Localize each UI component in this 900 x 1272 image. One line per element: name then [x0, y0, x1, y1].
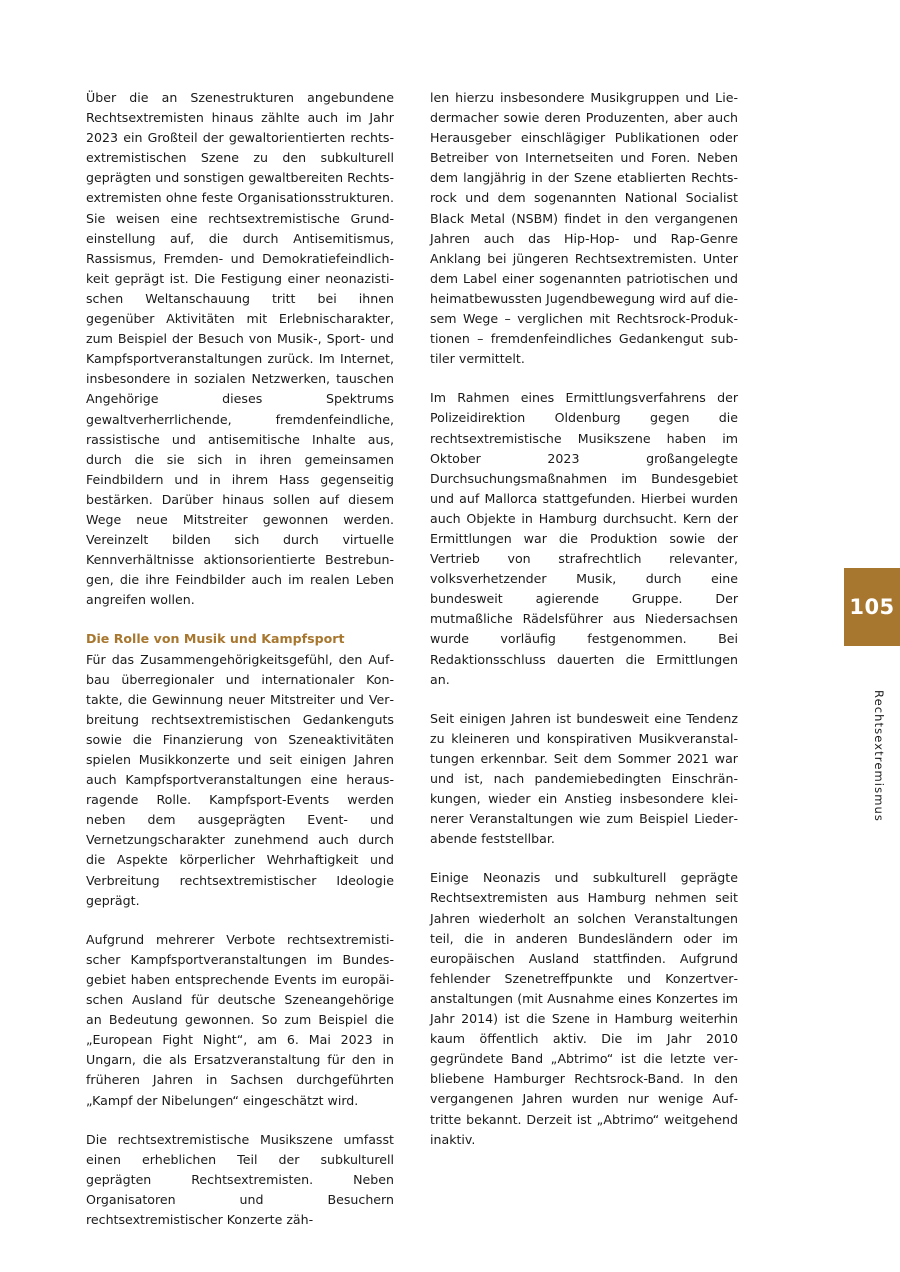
paragraph: Einige Neonazis und subkulturell geprägte Rechtsextremisten aus Hamburg nehmen seit Jahren wiederholt an solchen Veranstaltungen teil, die in anderen Bundesländern oder im europäischen Ausland stattfinden. Aufgrund fehlender Szenetreffpunkte und Konzertveranstaltungen (mit Ausnahme eines Konzertes im Jahr 2014) ist die Szene in Hamburg weiterhin kaum öffentlich aktiv. Die im Jahr 2010 gegründete Band „Abtrimo“ ist die letzte verbliebene Hamburger Rechtsrock-Band. In den vergangenen Jahren wurden nur wenige Auftritte bekannt. Derzeit ist „Abtrimo“ weitgehend inaktiv. — [430, 870, 738, 1147]
text-body — [86, 88, 738, 1230]
paragraph: len hierzu insbesondere Musikgruppen und Liedermacher sowie deren Produzenten, aber auch Herausgeber einschlägiger Publikationen oder Betreiber von Internetseiten und Foren. Neben dem langjährig in der Szene etablierten Rechtsrock und dem sogenannten National Socialist Black Metal (NSBM) findet in den vergangenen Jahren auch das Hip-Hop- und Rap-Genre Anklang bei jüngeren Rechtsextremisten. Unter dem Label einer sogenannten patriotischen und heimatbewussten Jugendbewegung wird auf diesem Wege – verglichen mit Rechtsrock-Produktionen – fremdenfeindliches Gedankengut subtiler vermittelt. — [430, 90, 738, 367]
paragraph: Im Rahmen eines Ermittlungsverfahrens der Polizeidirektion Oldenburg gegen die rechtsextremistische Musikszene haben im Oktober 2023 großangelegte Durchsuchungsmaßnahmen im Bundesgebiet und auf Mallorca stattgefunden. Hierbei wurden auch Objekte in Hamburg durchsucht. Kern der Ermittlungen war die Produktion sowie der Vertrieb von strafrechtlich relevanter, volksverhetzender Musik, durch eine bundesweit agierende Gruppe. Der mutmaßliche Rädelsführer aus Niedersachsen wurde vorläufig festgenommen. Bei Redaktionsschluss dauerten die Ermittlungen an. — [430, 390, 738, 687]
paragraph: Aufgrund mehrerer Verbote rechtsextremistischer Kampfsportveranstaltungen im Bundesgebiet haben entsprechende Events im europäischen Ausland für deutsche Szeneangehörige an Bedeutung gewonnen. So zum Beispiel die „European Fight Night“, am 6. Mai 2023 in Ungarn, die als Ersatzveranstaltung für den in früheren Jahren in Sachsen durchgeführten „Kampf der Nibelungen“ eingeschätzt wird. — [86, 931, 394, 1108]
section-subheading: Die Rolle von Musik und Kampfsport — [86, 631, 345, 647]
paragraph: Die rechtsextremistische Musikszene umfasst einen erheblichen Teil der subkulturell geprägten Rechtsextremisten. Neben Organisatoren und Besuchern rechtsextremistischer Konzerte zäh- — [86, 1131, 394, 1227]
page-number-tab: 105 — [844, 568, 900, 646]
right-column — [430, 88, 738, 1230]
chapter-side-label: Rechtsextremismus — [872, 690, 886, 822]
left-column — [86, 88, 394, 1230]
paragraph: Seit einigen Jahren ist bundesweit eine Tendenz zu kleineren und konspirativen Musikveranstaltungen erkennbar. Seit dem Sommer 2021 war und ist, nach pandemiebedingten Einschränkungen, wieder ein Anstieg insbesondere kleinerer Veranstaltungen wie zum Beispiel Liederabende feststellbar. — [430, 710, 738, 847]
paragraph: Über die an Szenestrukturen angebundene Rechtsextremisten hinaus zählte auch im Jahr 2023 ein Großteil der gewaltorientierten rechtsextremistischen Szene zu den subkulturell geprägten und sonstigen gewaltbereiten Rechtsextremisten ohne feste Organisationsstrukturen. Sie weisen eine rechtsextremistische Grundeinstellung auf, die durch Antisemitismus, Rassismus, Fremden- und Demokratiefeindlichkeit geprägt ist. Die Festigung einer neonazistischen Weltanschauung tritt bei ihnen gegenüber Aktivitäten mit Erlebnischarakter, zum Beispiel der Besuch von Musik-, Sport- und Kampfsportveranstaltungen zurück. Im Internet, insbesondere in sozialen Netzwerken, tauschen Angehörige dieses Spektrums gewaltverherrlichende, fremdenfeindliche, rassistische und antisemitische Inhalte aus, durch die sie sich in ihren gemeinsamen Feindbildern und in ihrem Hass gegenseitig bestärken. Darüber hinaus sollen auf diesem Wege neue Mitstreiter gewonnen werden. Vereinzelt bilden sich durch virtuelle Kennverhältnisse aktionsorientierte Bestrebungen, die ihre Feindbilder auch im realen Leben angreifen wollen. — [86, 90, 394, 608]
paragraph: Für das Zusammengehörigkeitsgefühl, den Aufbau überregionaler und internationaler Kontakte, die Gewinnung neuer Mitstreiter und Verbreitung rechtsextremistischen Gedankenguts sowie die Finanzierung von Szeneaktivitäten spielen Musikkonzerte und seit einigen Jahren auch Kampfsportveranstaltungen eine herausragende Rolle. Kampfsport-Events werden neben dem ausgeprägten Event- und Vernetzungscharakter zunehmend auch durch die Aspekte körperlicher Wehrhaftigkeit und Verbreitung rechtsextremistischer Ideologie geprägt. — [86, 651, 394, 908]
